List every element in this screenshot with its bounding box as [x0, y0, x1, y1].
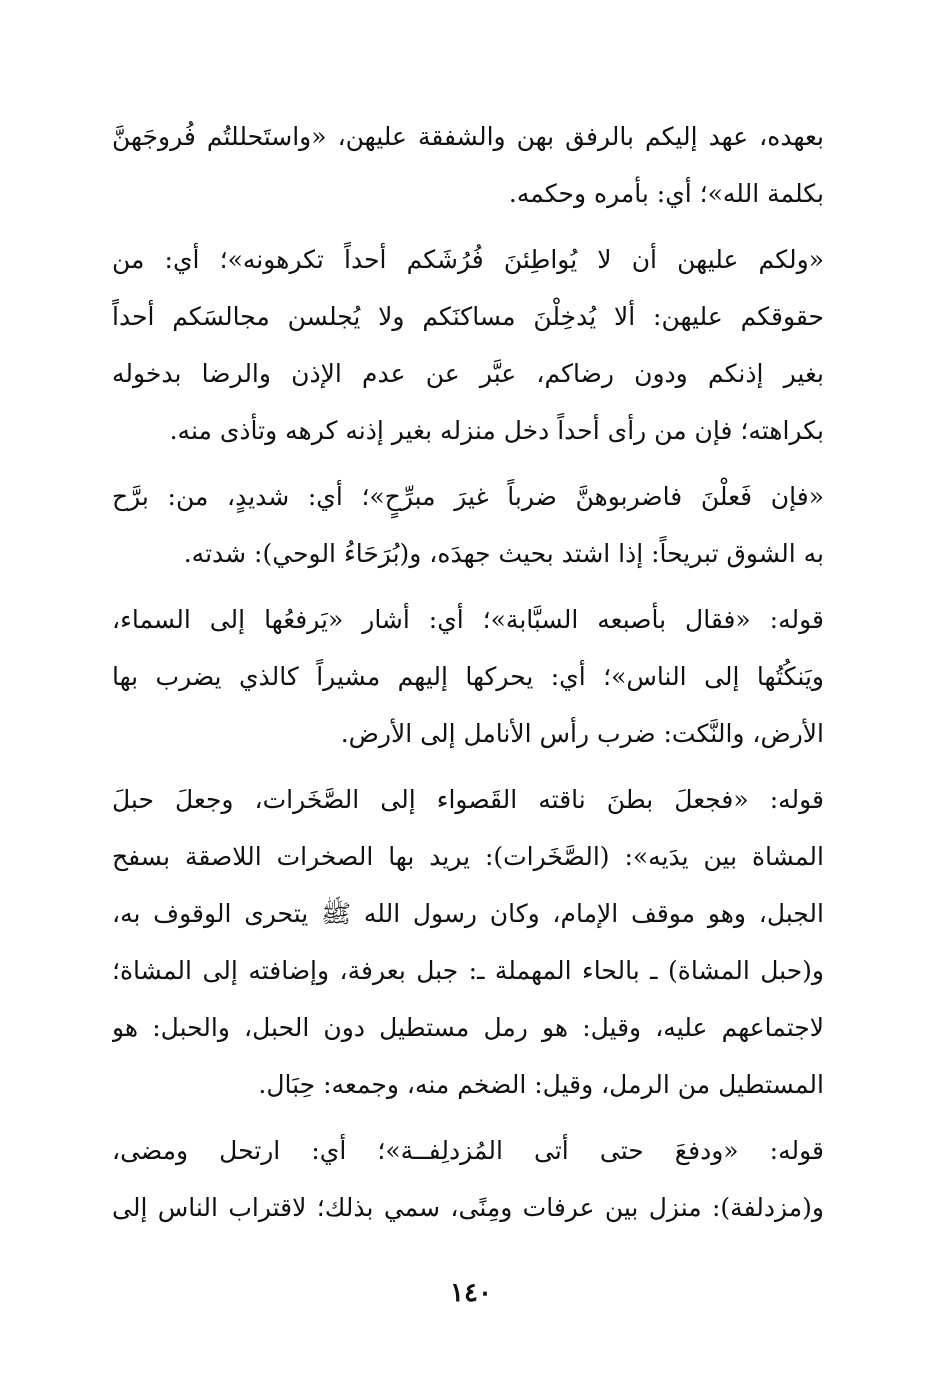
text-line: بعهده، عهد إليكم بالرفق بهن والشفقة عليهن، «واستَحللتُم فُروجَهنَّ: [112, 122, 824, 151]
text-line: و(حبل المشاة) ـ بالحاء المهملة ـ: جبل بعرفة، وإضافته إلى المشاة؛: [112, 956, 824, 985]
text-line: و(مزدلفة): منزل بين عرفات ومِنًى، سمي بذلك؛ لاقتراب الناس إلى: [112, 1193, 824, 1222]
paragraph-4: [112, 591, 824, 762]
page-body: [112, 108, 824, 1236]
text-line: الجبل، وهو موقف الإمام، وكان رسول الله ﷺ يتحرى الوقوف به،: [112, 899, 824, 928]
paragraph-3: [112, 468, 824, 582]
text-line: «فإن فَعلْنَ فاضربوهنَّ ضرباً غيرَ مبرِّحٍ»؛ أي: شديدٍ، من: برَّح: [112, 482, 824, 511]
text-line: المستطيل من الرمل، وقيل: الضخم منه، وجمعه: حِبَال.: [258, 1070, 824, 1099]
page-number: ١٤٠: [450, 1278, 492, 1308]
text-line: المشاة بين يدَيه»: (الصَّخَرات): يريد بها الصخرات اللاصقة بسفح: [112, 842, 824, 871]
text-line: ويَنكُتُها إلى الناس»؛ أي: يحركها إليهم مشيراً كالذي يضرب بها: [112, 662, 824, 691]
text-line: قوله: «فجعلَ بطنَ ناقته القَصواء إلى الصَّخَرات، وجعلَ حبلَ: [112, 785, 824, 814]
paragraph-5: [112, 771, 824, 1113]
text-line: لاجتماعهم عليه، وقيل: هو رمل مستطيل دون الحبل، والحبل: هو: [112, 1013, 824, 1042]
text-line: بغير إذنكم ودون رضاكم، عبَّر عن عدم الإذن والرضا بدخوله: [112, 359, 824, 388]
text-line: «ولكم عليهن أن لا يُواطِئنَ فُرُشَكم أحداً تكرهونه»؛ أي: من: [112, 245, 824, 274]
paragraph-1: [112, 108, 824, 222]
text-line: قوله: «ودفعَ حتى أتى المُزدلِفــة»؛ أي: ارتحل ومضى،: [112, 1136, 824, 1165]
text-line: بكراهته؛ فإن من رأى أحداً دخل منزله بغير إذنه كرهه وتأذى منه.: [169, 416, 824, 445]
text-line: به الشوق تبريحاً: إذا اشتد بحيث جهدَه، و(بُرَحَاءُ الوحي): شدته.: [183, 539, 824, 568]
text-line: بكلمة الله»؛ أي: بأمره وحكمه.: [508, 179, 824, 208]
paragraph-2: [112, 231, 824, 459]
text-line: الأرض، والنَّكت: ضرب رأس الأنامل إلى الأرض.: [340, 719, 824, 748]
paragraph-6: [112, 1122, 824, 1236]
text-line: قوله: «فقال بأصبعه السبَّابة»؛ أي: أشار «يَرفعُها إلى السماء،: [112, 605, 824, 634]
text-line: حقوقكم عليهن: ألا يُدخِلْنَ مساكنَكم ولا يُجلسن مجالسَكم أحداً: [112, 302, 824, 331]
